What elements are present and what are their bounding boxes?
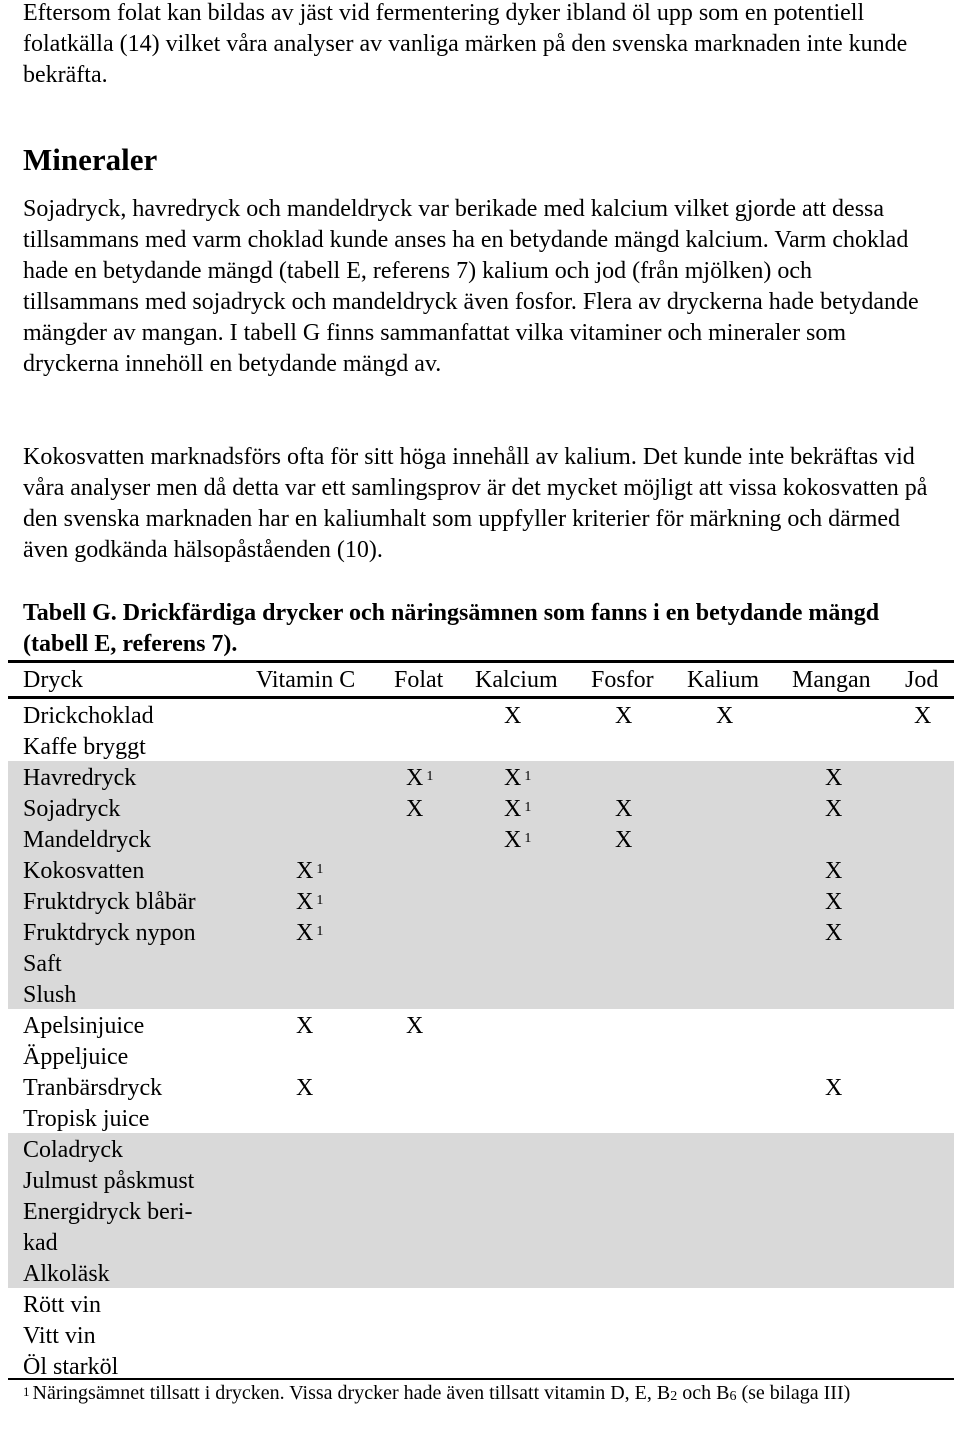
table-row bbox=[8, 854, 954, 885]
row-name: Tropisk juice bbox=[23, 1106, 150, 1132]
mark-fo bbox=[406, 763, 433, 794]
mark-fo bbox=[406, 794, 423, 825]
mark-vc bbox=[296, 887, 323, 918]
table-row bbox=[8, 1195, 954, 1257]
row-name: Kokosvatten bbox=[23, 858, 145, 884]
mark-text: X bbox=[504, 827, 522, 853]
footnote-ref: 1 bbox=[524, 831, 532, 846]
nutrient-table bbox=[8, 660, 954, 1381]
row-name: Fruktdryck nypon bbox=[23, 920, 196, 946]
header-mangan: Mangan bbox=[792, 667, 871, 693]
mark-ka bbox=[504, 794, 531, 825]
mark-text: X bbox=[716, 703, 734, 729]
table-row bbox=[8, 1164, 954, 1195]
mark-text: X bbox=[406, 796, 424, 822]
mark-text: X bbox=[615, 827, 633, 853]
header-kalium: Kalium bbox=[687, 667, 759, 693]
row-name: Äppeljuice bbox=[23, 1044, 129, 1070]
mark-text: X bbox=[296, 1013, 314, 1039]
mark-text: X bbox=[825, 1075, 843, 1101]
header-vitamin-c: Vitamin C bbox=[256, 667, 356, 693]
mark-ka bbox=[504, 701, 521, 732]
table-row bbox=[8, 699, 954, 730]
table-row bbox=[8, 916, 954, 947]
mark-text: X bbox=[406, 765, 424, 791]
row-name: Julmust påskmust bbox=[23, 1168, 195, 1194]
footnote-ref: 1 bbox=[426, 769, 434, 784]
table-row bbox=[8, 761, 954, 792]
mark-vc bbox=[296, 1011, 313, 1042]
footnote-ref: 1 bbox=[316, 893, 324, 908]
table-row bbox=[8, 1288, 954, 1319]
mark-vc bbox=[296, 1073, 313, 1104]
mark-vc bbox=[296, 918, 323, 949]
footnote-sub-a: 2 bbox=[670, 1389, 678, 1404]
intro-paragraph: Eftersom folat kan bildas av jäst vid fermentering dyker ibland öl upp som en potentiell folatkälla (14) vilket våra analyser av vanliga märken på den svenska marknaden inte kunde bekräfta. bbox=[23, 0, 908, 88]
table-row bbox=[8, 1071, 954, 1102]
row-name: Slush bbox=[23, 982, 77, 1008]
mark-text: X bbox=[825, 765, 843, 791]
mark-fo bbox=[406, 1011, 423, 1042]
mark-ka bbox=[504, 763, 531, 794]
footnote-mark: 1 bbox=[23, 1384, 30, 1399]
row-name: Havredryck bbox=[23, 765, 137, 791]
paragraph-minerals: Sojadryck, havredryck och mandeldryck var berikade med kalcium vilket gjorde att dessa tillsammans med varm choklad kunde anses ha en betydande mängd kalcium. Varm choklad hade en betydande mängd (tabell E, referens 7) kalium och jod (från mjölken) och tillsammans med sojadryck och mandeldryck även fosfor. Flera av dryckerna hade betydande mängder av mangan. I tabell G finns sammanfattat vilka vitaminer och mineraler som dryckerna innehöll en betydande mängd av. bbox=[23, 196, 919, 377]
mark-text: X bbox=[296, 1075, 314, 1101]
row-name: Saft bbox=[23, 951, 62, 977]
row-name: Fruktdryck blåbär bbox=[23, 889, 196, 915]
table-caption: Tabell G. Drickfärdiga drycker och näringsämnen som fanns i en betydande mängd (tabell E, referens 7). bbox=[23, 600, 880, 657]
footnote-ref: 1 bbox=[316, 924, 324, 939]
mark-text: X bbox=[504, 765, 522, 791]
header-kalcium: Kalcium bbox=[475, 667, 558, 693]
section-heading: Mineraler bbox=[23, 142, 158, 177]
table-row bbox=[8, 1133, 954, 1164]
row-name: Energidryck beri- kad bbox=[23, 1199, 193, 1256]
footnote-ref: 1 bbox=[316, 862, 324, 877]
table-row bbox=[8, 1257, 954, 1288]
header-jod: Jod bbox=[905, 667, 939, 693]
mark-text: X bbox=[914, 703, 932, 729]
mark-mg bbox=[825, 763, 842, 794]
mark-fs bbox=[615, 825, 632, 856]
paragraph-kokosvatten: Kokosvatten marknadsförs ofta för sitt höga innehåll av kalium. Det kunde inte bekräftas vid våra analyser men då detta var ett samlingsprov är det mycket möjligt att vissa kokosvatten på den svenska marknaden har en kaliumhalt som uppfyller kriterier för märkning och därmed även godkända hälsopåståenden (10). bbox=[23, 444, 928, 563]
table-row bbox=[8, 1102, 954, 1133]
mark-vc bbox=[296, 856, 323, 887]
table-row bbox=[8, 730, 954, 761]
mark-mg bbox=[825, 856, 842, 887]
mark-text: X bbox=[825, 920, 843, 946]
mark-text: X bbox=[825, 889, 843, 915]
header-fosfor: Fosfor bbox=[591, 667, 654, 693]
mark-mg bbox=[825, 918, 842, 949]
table-row bbox=[8, 1319, 954, 1350]
row-name: Vitt vin bbox=[23, 1323, 96, 1349]
mark-fs bbox=[615, 794, 632, 825]
table-row bbox=[8, 792, 954, 823]
table-header-row bbox=[8, 663, 954, 699]
row-name: Sojadryck bbox=[23, 796, 121, 822]
mark-text: X bbox=[825, 796, 843, 822]
mark-jd bbox=[914, 701, 931, 732]
mark-text: X bbox=[825, 858, 843, 884]
table-row bbox=[8, 978, 954, 1009]
row-name: Kaffe bryggt bbox=[23, 734, 146, 760]
row-name: Rött vin bbox=[23, 1292, 102, 1318]
table-row bbox=[8, 885, 954, 916]
mark-text: X bbox=[296, 920, 314, 946]
table-row bbox=[8, 947, 954, 978]
row-name: Drickchoklad bbox=[23, 703, 154, 729]
row-name: Öl starköl bbox=[23, 1354, 119, 1380]
mark-mg bbox=[825, 794, 842, 825]
mark-ka bbox=[504, 825, 531, 856]
mark-kl bbox=[716, 701, 733, 732]
mark-text: X bbox=[406, 1013, 424, 1039]
header-dryck: Dryck bbox=[23, 667, 83, 693]
table-row bbox=[8, 823, 954, 854]
row-name: Apelsinjuice bbox=[23, 1013, 145, 1039]
table-row bbox=[8, 1009, 954, 1040]
mark-text: X bbox=[296, 858, 314, 884]
mark-text: X bbox=[615, 703, 633, 729]
table-row bbox=[8, 1350, 954, 1381]
footnote-ref: 1 bbox=[524, 769, 532, 784]
mark-mg bbox=[825, 1073, 842, 1104]
row-name: Coladryck bbox=[23, 1137, 123, 1163]
table-row bbox=[8, 1040, 954, 1071]
footnote-text-b: och B bbox=[677, 1382, 730, 1404]
row-name: Mandeldryck bbox=[23, 827, 151, 853]
mark-mg bbox=[825, 887, 842, 918]
header-folat: Folat bbox=[394, 667, 444, 693]
footnote-text-c: (se bilaga III) bbox=[736, 1382, 851, 1404]
table-body bbox=[8, 699, 954, 1381]
table-footnote bbox=[23, 1380, 903, 1407]
footnote-sub-b: 6 bbox=[729, 1389, 737, 1404]
mark-text: X bbox=[296, 889, 314, 915]
row-name: Alkoläsk bbox=[23, 1261, 110, 1287]
footnote-ref: 1 bbox=[524, 800, 532, 815]
footnote-text-a: Näringsämnet tillsatt i drycken. Vissa drycker hade även tillsatt vitamin D, E, B bbox=[32, 1382, 671, 1404]
mark-text: X bbox=[504, 796, 522, 822]
mark-text: X bbox=[615, 796, 633, 822]
mark-text: X bbox=[504, 703, 522, 729]
mark-fs bbox=[615, 701, 632, 732]
row-name: Tranbärsdryck bbox=[23, 1075, 163, 1101]
